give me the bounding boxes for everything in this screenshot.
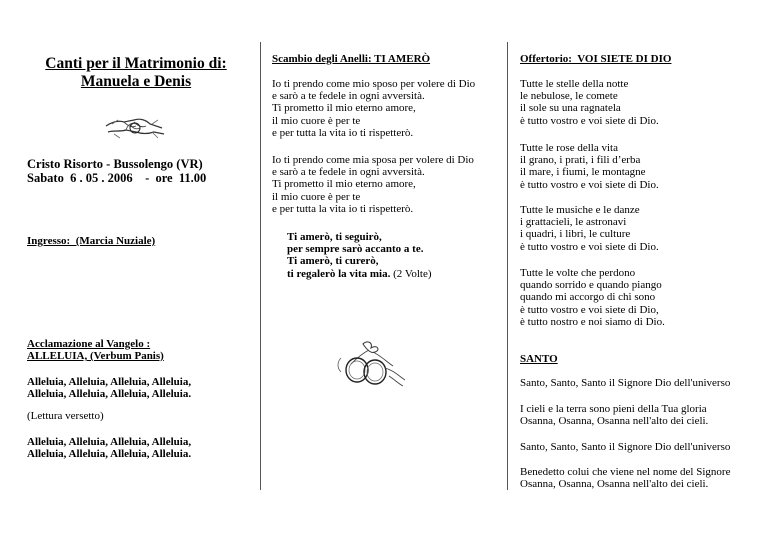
ingresso-label: Ingresso: (Marcia Nuziale) — [27, 235, 156, 247]
lyric-line: il grano, i prati, i fili d’erba — [520, 154, 641, 167]
lyric-line: il mio cuore è per te — [272, 190, 361, 203]
alleluia-line: Alleluia, Alleluia, Alleluia, Alleluia, — [27, 376, 192, 388]
page-title-line2: Manuela e Denis — [80, 73, 192, 90]
refrain-line: Ti amerò, ti curerò, — [287, 255, 379, 268]
offertorio-stanza-1 — [520, 78, 659, 127]
refrain-line: per sempre sarò accanto a te. — [287, 243, 424, 256]
column-divider-left — [260, 42, 261, 490]
wedding-rings-icon — [333, 340, 411, 390]
lyric-line: Tutte le stelle della notte — [520, 78, 629, 90]
alleluia-line: Alleluia, Alleluia, Alleluia, Alleluia. — [27, 448, 192, 460]
ceremony-date: Sabato 6 . 05 . 2006 - ore 11.00 — [27, 171, 207, 185]
acclamazione-title: Acclamazione al Vangelo : — [27, 338, 151, 350]
lyric-line: e sarò a te fedele in ogni avversità. — [272, 166, 425, 179]
anelli-stanza-2 — [272, 154, 474, 215]
lyric-line: il sole su una ragnatela — [520, 102, 621, 115]
santo-line: I cieli e la terra sono pieni della Tua gloria — [520, 403, 707, 415]
refrain-line: ti regalerò la vita mia. — [287, 267, 391, 280]
joined-hands-icon — [104, 110, 166, 144]
lyric-line: Tutte le volte che perdono — [520, 267, 636, 279]
lyric-line: Ti prometto il mio eterno amore, — [272, 102, 416, 115]
lyric-line: è tutto vostro e voi siete di Dio, — [520, 303, 659, 316]
lyric-line: Io ti prendo come mio sposo per volere di Dio — [272, 78, 476, 90]
lyric-line: è tutto vostro e voi siete di Dio. — [520, 114, 659, 127]
lyric-line: i grattacieli, le astronavi — [520, 216, 627, 229]
lyric-line: Tutte le musiche e le danze — [520, 204, 640, 216]
refrain-line: Ti amerò, ti seguirò, — [287, 231, 382, 243]
santo-line: Osanna, Osanna, Osanna nell'alto dei cieli. — [520, 478, 709, 490]
lyric-line: e sarò a te fedele in ogni avversità. — [272, 90, 425, 103]
santo-line: Santo, Santo, Santo il Signore Dio dell'universo — [520, 377, 731, 389]
lyric-line: e per tutta la vita io ti rispetterò. — [272, 202, 414, 215]
alleluia-line: Alleluia, Alleluia, Alleluia, Alleluia, — [27, 436, 192, 448]
anelli-refrain — [287, 231, 432, 280]
lyric-line: Tutte le rose della vita — [520, 142, 618, 154]
ceremony-place: Cristo Risorto - Bussolengo (VR) — [27, 157, 203, 171]
offertorio-stanza-2 — [520, 142, 659, 191]
lyric-line: i quadri, i libri, le culture — [520, 228, 631, 241]
offertorio-stanza-3 — [520, 204, 659, 253]
lyric-line: le nebulose, le comete — [520, 90, 618, 103]
offertorio-stanza-4 — [520, 267, 665, 328]
lyric-line: e per tutta la vita io ti rispetterò. — [272, 126, 414, 139]
column-divider-right — [507, 42, 508, 490]
santo-line: Benedetto colui che viene nel nome del Signore — [520, 466, 731, 478]
refrain-repeat-note: (2 Volte) — [390, 267, 432, 280]
alleluia-line: Alleluia, Alleluia, Alleluia, Alleluia. — [27, 388, 192, 400]
santo-line: Santo, Santo, Santo il Signore Dio dell'universo — [520, 441, 731, 453]
offertorio-heading: Offertorio: VOI SIETE DI DIO — [520, 53, 672, 65]
lyric-line: Io ti prendo come mia sposa per volere di Dio — [272, 154, 474, 166]
lyric-line: è tutto vostro e voi siete di Dio. — [520, 178, 659, 191]
lyric-line: il mio cuore è per te — [272, 114, 361, 127]
santo-line: Osanna, Osanna, Osanna nell'alto dei cieli. — [520, 415, 709, 427]
anelli-heading: Scambio degli Anelli: TI AMERÒ — [272, 53, 431, 65]
lyric-line: il mare, i fiumi, le montagne — [520, 166, 646, 179]
lyric-line: quando mi accorgo di chi sono — [520, 291, 656, 304]
lyric-line: Ti prometto il mio eterno amore, — [272, 178, 416, 191]
page-title-line1: Canti per il Matrimonio di: — [45, 55, 227, 72]
acclamazione-subtitle: ALLELUIA, (Verbum Panis) — [27, 350, 164, 362]
lettura-versetto: (Lettura versetto) — [27, 410, 104, 422]
santo-heading: SANTO — [520, 353, 558, 365]
lyric-line: quando sorrido e quando piango — [520, 279, 662, 292]
lyric-line: è tutto vostro e voi siete di Dio. — [520, 240, 659, 253]
lyric-line: è tutto nostro e noi siamo di Dio. — [520, 315, 665, 328]
anelli-stanza-1 — [272, 78, 475, 139]
